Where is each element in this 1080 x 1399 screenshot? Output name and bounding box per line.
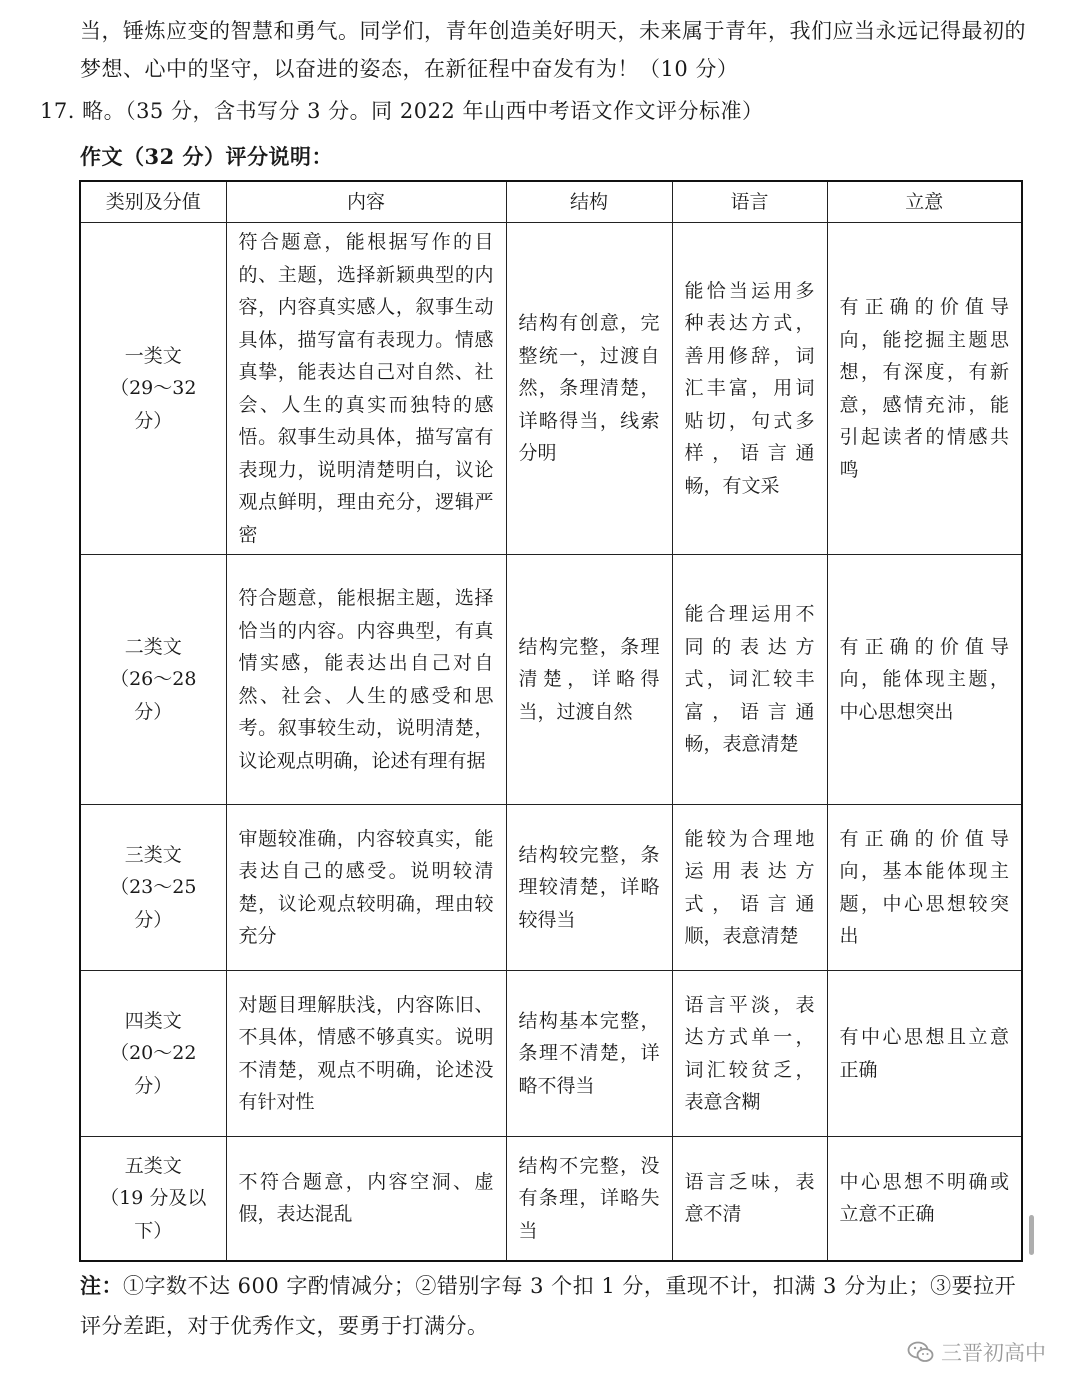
theme-cell: 中心思想不明确或立意不正确 [827, 1137, 1022, 1261]
structure-cell: 结构较完整，条理较清楚，详略较得当 [506, 805, 672, 971]
theme-cell: 有正确的价值导向，基本能体现主题，中心思想较突出 [827, 805, 1022, 971]
category-score: （20～22 分） [110, 1042, 197, 1097]
content-cell: 符合题意，能根据写作的目的、主题，选择新颖典型的内容，内容真实感人，叙事生动具体，描写富有表现力。情感真挚，能表达自己对自然、社会、人生的真实而独特的感悟。叙事生动具体，描写富有表现力，说明清楚明白，议论观点鲜明，理由充分，逻辑严密 [226, 223, 506, 555]
structure-cell: 结构完整，条理清楚，详略得当，过渡自然 [506, 555, 672, 805]
category-name: 五类文 [124, 1154, 182, 1177]
content-cell: 对题目理解肤浅，内容陈旧、不具体，情感不够真实。说明不清楚，观点不明确，论述没有针对性 [226, 971, 506, 1137]
content-cell: 符合题意，能根据主题，选择恰当的内容。内容典型，有真情实感，能表达出自己对自然、社会、人生的感受和思考。叙事较生动，说明清楚，议论观点明确，论述有理有据 [226, 555, 506, 805]
header-structure: 结构 [506, 181, 672, 223]
content-cell: 不符合题意，内容空洞、虚假，表达混乱 [226, 1137, 506, 1261]
content-cell: 审题较准确，内容较真实，能表达自己的感受。说明较清楚，议论观点较明确，理由较充分 [226, 805, 506, 971]
table-row [80, 971, 1022, 1137]
table-header-row [80, 181, 1022, 223]
theme-cell: 有中心思想且立意正确 [827, 971, 1022, 1137]
watermark-text: 三晋初高中 [941, 1341, 1046, 1365]
language-cell: 语言平淡，表达方式单一，词汇较贫乏，表意含糊 [672, 971, 827, 1137]
scoring-table [79, 180, 1023, 1262]
category-cell [80, 805, 226, 971]
category-score: （23～25 分） [110, 876, 197, 931]
category-score: （29～32 分） [110, 377, 197, 432]
note-text: ①字数不达 600 字酌情减分；②错别字每 3 个扣 1 分，重现不计，扣满 3 分为止；③要拉开评分差距，对于优秀作文，要勇于打满分。 [80, 1274, 1017, 1338]
note-label: 注： [80, 1273, 123, 1298]
header-content: 内容 [226, 181, 506, 223]
language-cell: 能合理运用不同的表达方式，词汇较丰富，语言通畅，表意清楚 [672, 555, 827, 805]
category-score: （26～28 分） [110, 668, 197, 723]
table-row [80, 555, 1022, 805]
wechat-icon [907, 1340, 935, 1364]
category-name: 四类文 [124, 1009, 182, 1032]
section-heading: 作文（32 分）评分说明： [80, 144, 334, 169]
table-row [80, 223, 1022, 555]
theme-cell: 有正确的价值导向，能体现主题，中心思想突出 [827, 555, 1022, 805]
header-language: 语言 [672, 181, 827, 223]
structure-cell: 结构基本完整，条理不清楚，详略不得当 [506, 971, 672, 1137]
header-category: 类别及分值 [80, 181, 226, 223]
structure-cell: 结构有创意，完整统一，过渡自然，条理清楚，详略得当，线索分明 [506, 223, 672, 555]
category-cell [80, 1137, 226, 1261]
category-score: （19 分及以下） [100, 1187, 207, 1242]
scrollbar[interactable] [1029, 1215, 1034, 1255]
category-name: 三类文 [124, 843, 182, 866]
theme-cell: 有正确的价值导向，能挖掘主题思想，有深度，有新意，感情充沛，能引起读者的情感共鸣 [827, 223, 1022, 555]
table-row [80, 1137, 1022, 1261]
language-cell: 能恰当运用多种表达方式，善用修辞，词汇丰富，用词贴切，句式多样，语言通畅，有文采 [672, 223, 827, 555]
structure-cell: 结构不完整，没有条理，详略失当 [506, 1137, 672, 1261]
watermark [907, 1337, 1046, 1367]
category-cell [80, 223, 226, 555]
category-name: 二类文 [124, 635, 182, 658]
question-17: 17. 略。（35 分，含书写分 3 分。同 2022 年山西中考语文作文评分标准） [40, 99, 764, 123]
language-cell: 语言乏味，表意不清 [672, 1137, 827, 1261]
category-cell [80, 971, 226, 1137]
table-row [80, 805, 1022, 971]
intro-paragraph: 当，锤炼应变的智慧和勇气。同学们，青年创造美好明天，未来属于青年，我们应当永远记得最初的梦想、心中的坚守，以奋进的姿态，在新征程中奋发有为！（10 分） [80, 19, 1026, 81]
language-cell: 能较为合理地运用表达方式，语言通顺，表意清楚 [672, 805, 827, 971]
category-cell [80, 555, 226, 805]
note [80, 1266, 1025, 1346]
header-theme: 立意 [827, 181, 1022, 223]
category-name: 一类文 [124, 344, 182, 367]
